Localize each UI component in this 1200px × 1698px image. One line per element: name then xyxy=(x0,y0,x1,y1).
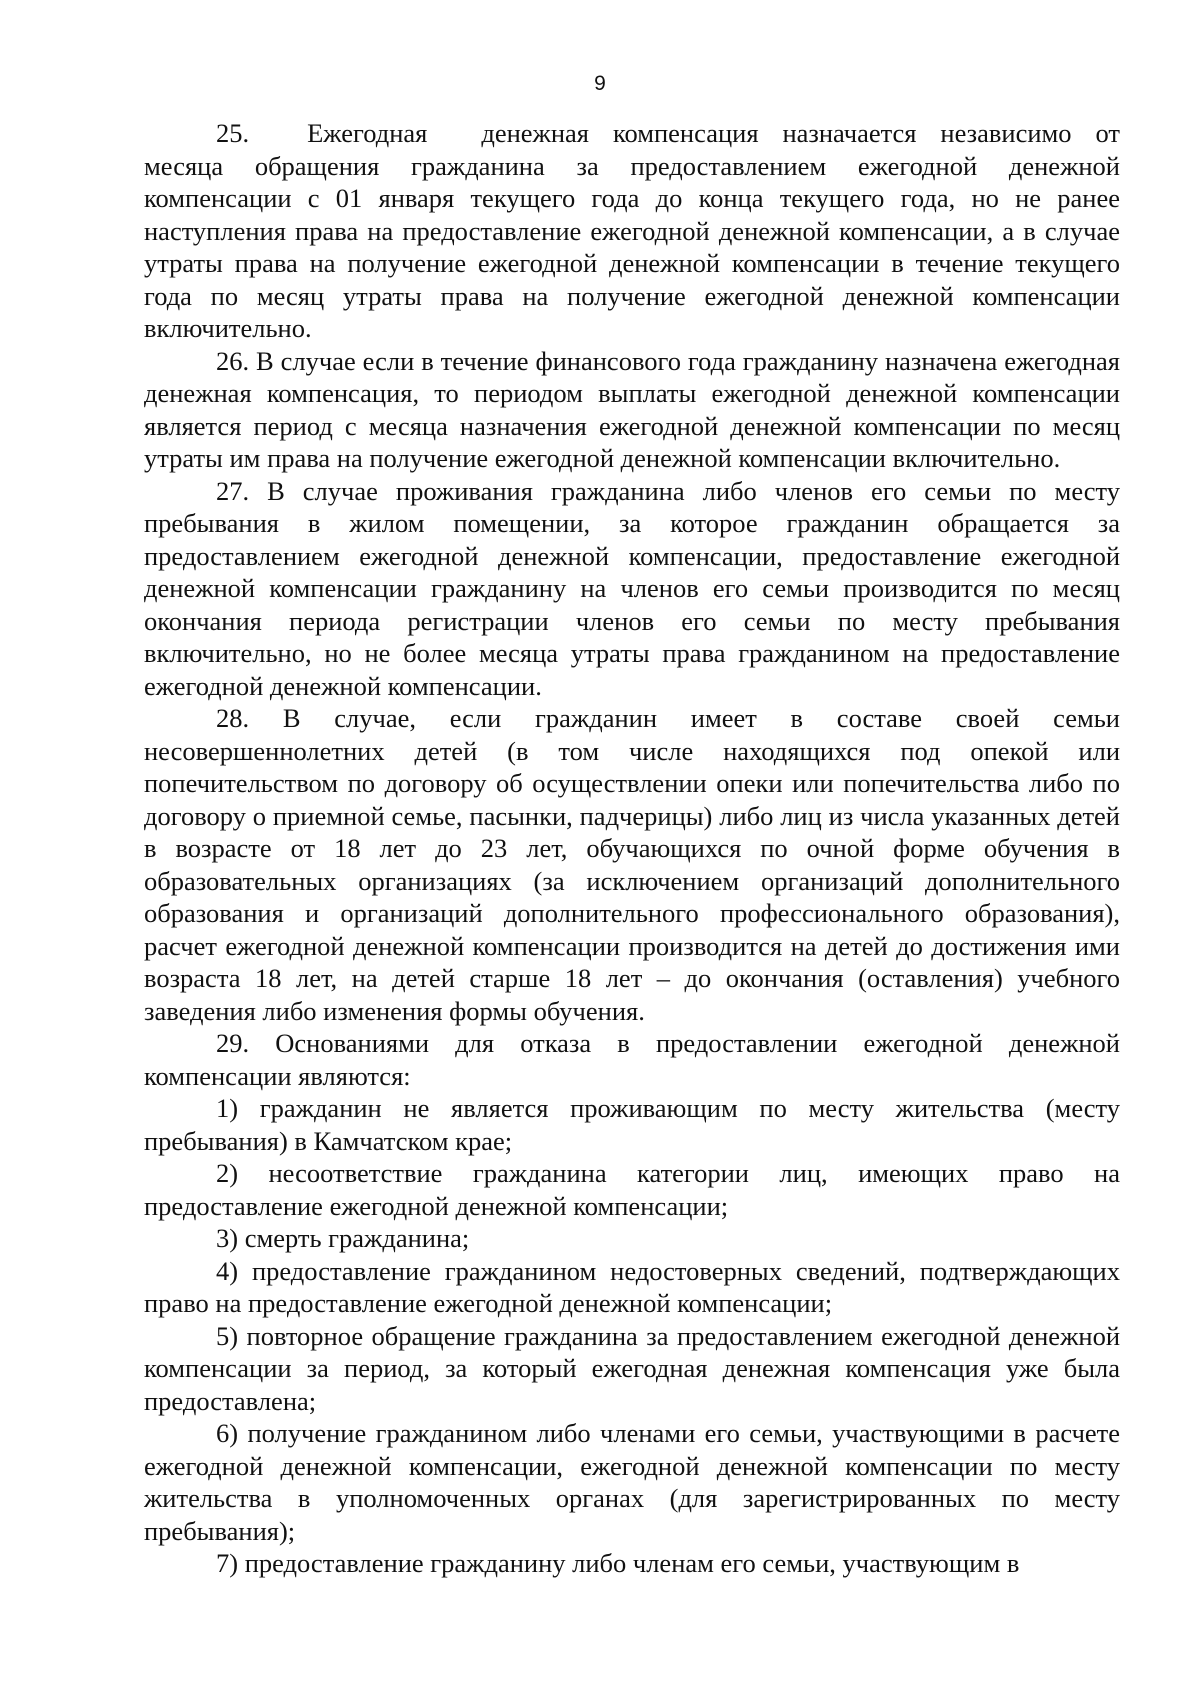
list-item-2: 2) несоответствие гражданина категории лиц, имеющих право на предоставление ежегодной денежной компенсации; xyxy=(144,1158,1120,1221)
paragraph-29: 29. Основаниями для отказа в предоставлении ежегодной денежной компенсации являются: xyxy=(144,1028,1120,1091)
paragraph-25-lead: Ежегодная xyxy=(307,118,428,148)
paragraph-26: 26. В случае если в течение финансового года гражданину назначена ежегодная денежная компенсация, то периодом выплаты ежегодной денежной компенсации является период с месяца назначения ежегодной денежной компенсации по месяц утраты им права на получение ежегодной денежной компенсации включительно. xyxy=(144,345,1120,473)
list-item-7: 7) предоставление гражданину либо членам его семьи, участвующим в xyxy=(216,1548,1020,1578)
list-item-1: 1) гражданин не является проживающим по месту жительства (месту пребывания) в Камчатском крае; xyxy=(144,1093,1120,1156)
list-item-4: 4) предоставление гражданином недостоверных сведений, подтверждающих право на предоставление ежегодной денежной компенсации; xyxy=(144,1255,1120,1318)
paragraph-25 xyxy=(144,117,1120,345)
paragraph-25-number: 25. xyxy=(216,118,250,148)
paragraph-28: 28. В случае, если гражданин имеет в составе своей семьи несовершеннолетних детей (в том числе находящихся под опекой или попечительством по договору об осуществлении опеки или попечительства либо по договору о приемной семье, пасынки, падчерицы) либо лиц из числа указанных детей в возрасте от 18 лет до 23 лет, обучающихся по очной форме обучения в образовательных организациях (за исключением организаций дополнительного образования и организаций дополнительного профессионального образования), расчет ежегодной денежной компенсации производится на детей до достижения ими возраста 18 лет, на детей старше 18 лет – до окончания (оставления) учебного заведения либо изменения формы обучения. xyxy=(144,703,1120,1026)
document-body xyxy=(144,117,1120,1580)
list-item-3: 3) смерть гражданина; xyxy=(216,1223,470,1253)
paragraph-25-text: денежная компенсация назначается независимо от месяца обращения гражданина за предоставлением ежегодной денежной компенсации с 01 января текущего года до конца текущего года, но не ранее наступления права на предоставление ежегодной денежной компенсации, а в случае утраты права на получение ежегодной денежной компенсации в течение текущего года по месяц утраты права на получение ежегодной денежной компенсации включительно. xyxy=(144,118,1120,343)
list-item-5: 5) повторное обращение гражданина за предоставлением ежегодной денежной компенсации за период, за который ежегодная денежная компенсация уже была предоставлена; xyxy=(144,1320,1120,1416)
page-number: 9 xyxy=(594,72,606,95)
list-item-6: 6) получение гражданином либо членами его семьи, участвующими в расчете ежегодной денежной компенсации, ежегодной денежной компенсации по месту жительства в уполномоченных органах (для зарегистрированных по месту пребывания); xyxy=(144,1418,1120,1546)
paragraph-27: 27. В случае проживания гражданина либо членов его семьи по месту пребывания в жилом помещении, за которое гражданин обращается за предоставлением ежегодной денежной компенсации, предоставление ежегодной денежной компенсации гражданину на членов его семьи производится по месяц окончания периода регистрации членов его семьи по месту пребывания включительно, но не более месяца утраты права гражданином на предоставление ежегодной денежной компенсации. xyxy=(144,475,1120,701)
